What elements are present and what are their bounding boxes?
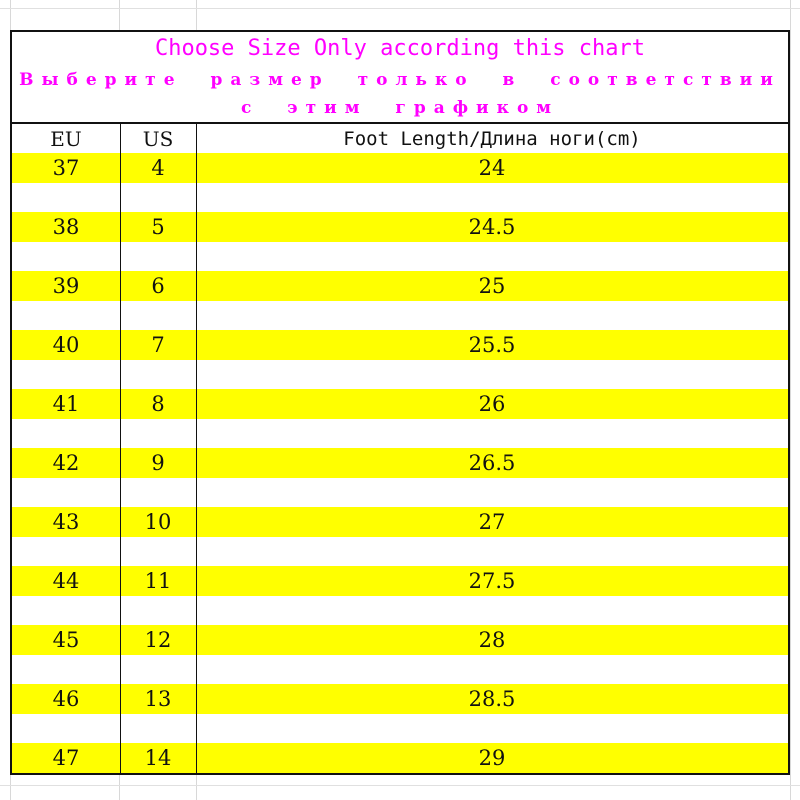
foot-length-cell: 26.5 — [468, 451, 516, 475]
us-size-cell: 7 — [151, 333, 165, 357]
table-row — [12, 448, 788, 478]
foot-length-cell: 25 — [478, 274, 506, 298]
sheet-gridline — [790, 0, 791, 800]
us-size-cell: 10 — [144, 510, 172, 534]
table-row — [12, 153, 788, 183]
column-header-eu: EU — [50, 126, 82, 151]
us-size-cell: 13 — [144, 687, 172, 711]
eu-size-cell: 44 — [52, 569, 80, 593]
us-size-cell: 14 — [144, 746, 172, 770]
us-size-cell: 12 — [144, 628, 172, 652]
table-row — [12, 507, 788, 537]
eu-size-cell: 37 — [52, 156, 80, 180]
column-header-us: US — [142, 126, 174, 151]
foot-length-cell: 28.5 — [468, 687, 516, 711]
us-size-cell: 8 — [151, 392, 165, 416]
table-row — [12, 389, 788, 419]
table-row — [12, 566, 788, 596]
sheet-gridline — [0, 785, 800, 786]
table-row — [12, 330, 788, 360]
foot-length-cell: 27.5 — [468, 569, 516, 593]
foot-length-cell: 26 — [478, 392, 506, 416]
foot-length-cell: 25.5 — [468, 333, 516, 357]
eu-size-cell: 45 — [52, 628, 80, 652]
column-divider — [196, 124, 197, 773]
us-size-cell: 5 — [151, 215, 165, 239]
sheet-gridline — [0, 8, 800, 9]
chart-title-box — [12, 32, 788, 124]
eu-size-cell: 41 — [52, 392, 80, 416]
table-row — [12, 271, 788, 301]
size-chart — [10, 30, 790, 775]
foot-length-cell: 28 — [478, 628, 506, 652]
table-row — [12, 212, 788, 242]
table-row — [12, 684, 788, 714]
column-divider — [120, 124, 121, 773]
size-table — [12, 124, 788, 773]
eu-size-cell: 42 — [52, 451, 80, 475]
eu-size-cell: 46 — [52, 687, 80, 711]
eu-size-cell: 38 — [52, 215, 80, 239]
us-size-cell: 4 — [151, 156, 165, 180]
chart-title-english: Choose Size Only according this chart — [154, 36, 646, 61]
eu-size-cell: 40 — [52, 333, 80, 357]
us-size-cell: 6 — [151, 274, 165, 298]
foot-length-cell: 27 — [478, 510, 506, 534]
table-row — [12, 625, 788, 655]
table-row — [12, 743, 788, 773]
column-header-foot-length: Foot Length/Длина ноги(cm) — [343, 127, 641, 150]
table-header-row — [12, 124, 788, 153]
foot-length-cell: 24 — [478, 156, 506, 180]
eu-size-cell: 39 — [52, 274, 80, 298]
foot-length-cell: 29 — [478, 746, 506, 770]
foot-length-cell: 24.5 — [468, 215, 516, 239]
eu-size-cell: 47 — [52, 746, 80, 770]
chart-title-russian: Выберите размер только в соответствии с этим графиком — [19, 70, 781, 118]
us-size-cell: 11 — [144, 569, 172, 593]
us-size-cell: 9 — [151, 451, 165, 475]
eu-size-cell: 43 — [52, 510, 80, 534]
